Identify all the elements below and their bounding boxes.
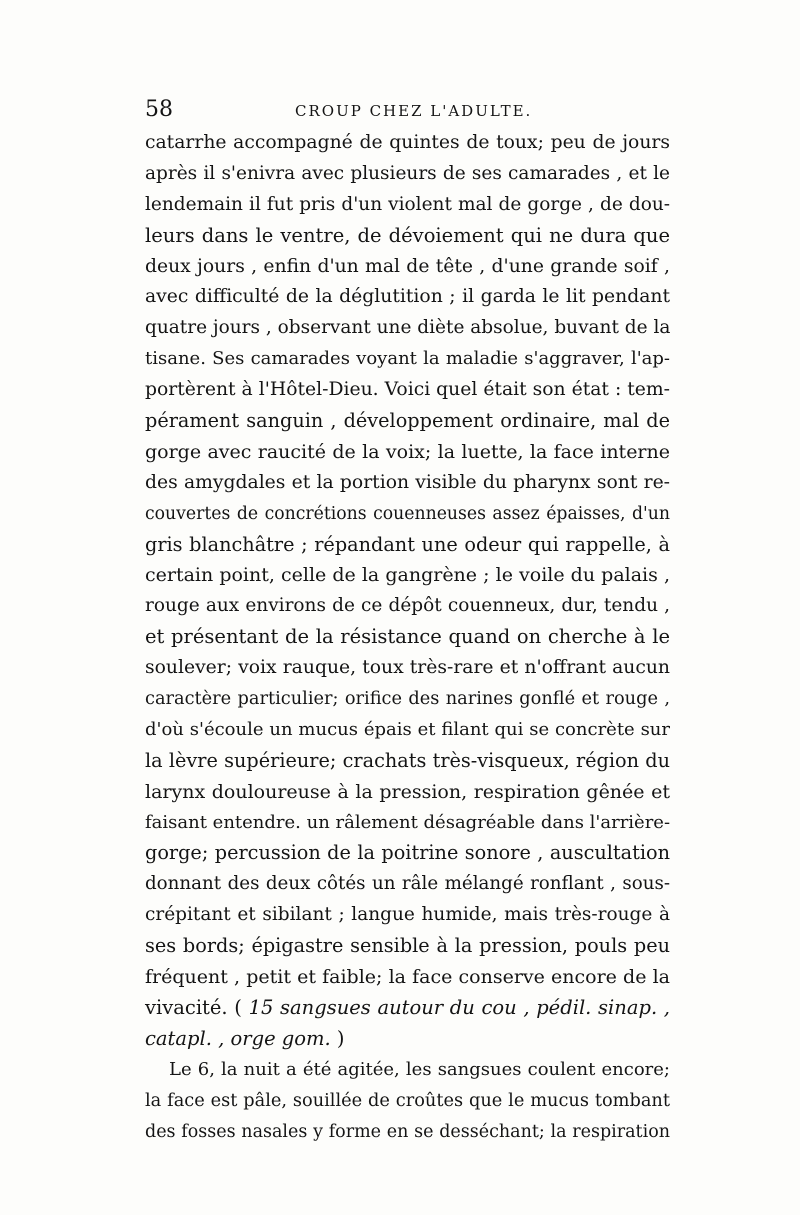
text-line: des amygdales et la portion visible du pharynx sont re- xyxy=(145,471,670,493)
running-head xyxy=(145,96,670,124)
text-line: gorge avec raucité de la voix; la luette, la face interne xyxy=(145,440,670,463)
text-line: portèrent à l'Hôtel-Dieu. Voici quel était son état : tem- xyxy=(145,379,670,401)
text-line: leurs dans le ventre, de dévoiement qui ne dura que xyxy=(145,223,670,247)
page-number: 58 xyxy=(145,97,173,122)
prescription-italic-end: catapl. , orge gom. xyxy=(145,1026,331,1050)
text-line: la lèvre supérieure; crachats très-visqueux, région du xyxy=(145,748,670,772)
text-line: lendemain il fut pris d'un violent mal de gorge , de dou- xyxy=(145,193,670,215)
text-line: des fosses nasales y forme en se desséchant; la respiration xyxy=(145,1121,670,1142)
text-line: crépitant et sibilant ; langue humide, mais très-rouge à xyxy=(145,904,670,926)
text-line: la face est pâle, souillée de croûtes que le mucus tombant xyxy=(145,1090,670,1111)
text-line: ses bords; épigastre sensible à la pression, pouls peu xyxy=(145,934,670,958)
prescription-italic: 15 sangsues autour du cou , pédil. sinap. , xyxy=(248,995,670,1019)
text-line: caractère particulier; orifice des narines gonflé et rouge , xyxy=(145,689,670,710)
paragraph-start-line: Le 6, la nuit a été agitée, les sangsues coulent encore; xyxy=(169,1058,670,1080)
header-title: CROUP CHEZ L'ADULTE. xyxy=(295,102,533,120)
text-line: pérament sanguin , développement ordinaire, mal de xyxy=(145,409,670,433)
text-line: couvertes de concrétions couenneuses assez épaisses, d'un xyxy=(145,503,670,524)
text-line: d'où s'écoule un mucus épais et filant qui se concrète sur xyxy=(145,718,670,740)
text-line: larynx douloureuse à la pression, respiration gênée et xyxy=(145,780,670,803)
text-line: quatre jours , observant une diète absolue, buvant de la xyxy=(145,317,671,339)
text-line-prescription xyxy=(145,993,670,1024)
text-line-prescription-end xyxy=(145,1024,670,1055)
text-line: et présentant de la résistance quand on cherche à le xyxy=(145,625,670,649)
prescription-suffix: ) xyxy=(330,1026,345,1050)
text-line: catarrhe accompagné de quintes de toux; peu de jours xyxy=(145,132,670,153)
text-line: avec difficulté de la déglutition ; il garda le lit pendant xyxy=(145,286,670,308)
text-line: rouge aux environs de ce dépôt couenneux, dur, tendu , xyxy=(145,595,670,617)
text-line: faisant entendre. un râlement désagréable dans l'arrière- xyxy=(145,811,671,833)
text-line: gris blanchâtre ; répandant une odeur qui rappelle, à xyxy=(145,532,670,556)
text-line: après il s'enivra avec plusieurs de ses camarades , et le xyxy=(145,162,670,184)
text-line: gorge; percussion de la poitrine sonore , auscultation xyxy=(145,841,670,865)
text-line: certain point, celle de la gangrène ; le voile du palais , xyxy=(145,564,670,587)
prescription-prefix: vivacité. ( xyxy=(145,995,249,1019)
text-line: fréquent , petit et faible; la face conserve encore de la xyxy=(145,966,670,989)
text-line: deux jours , enfin d'un mal de tête , d'une grande soif , xyxy=(145,255,670,277)
text-line: soulever; voix rauque, toux très-rare et n'offrant aucun xyxy=(145,657,670,679)
text-line: tisane. Ses camarades voyant la maladie s'aggraver, l'ap- xyxy=(145,348,670,370)
text-line: donnant des deux côtés un râle mélangé ronflant , sous- xyxy=(145,873,670,895)
body-text xyxy=(145,128,670,1147)
